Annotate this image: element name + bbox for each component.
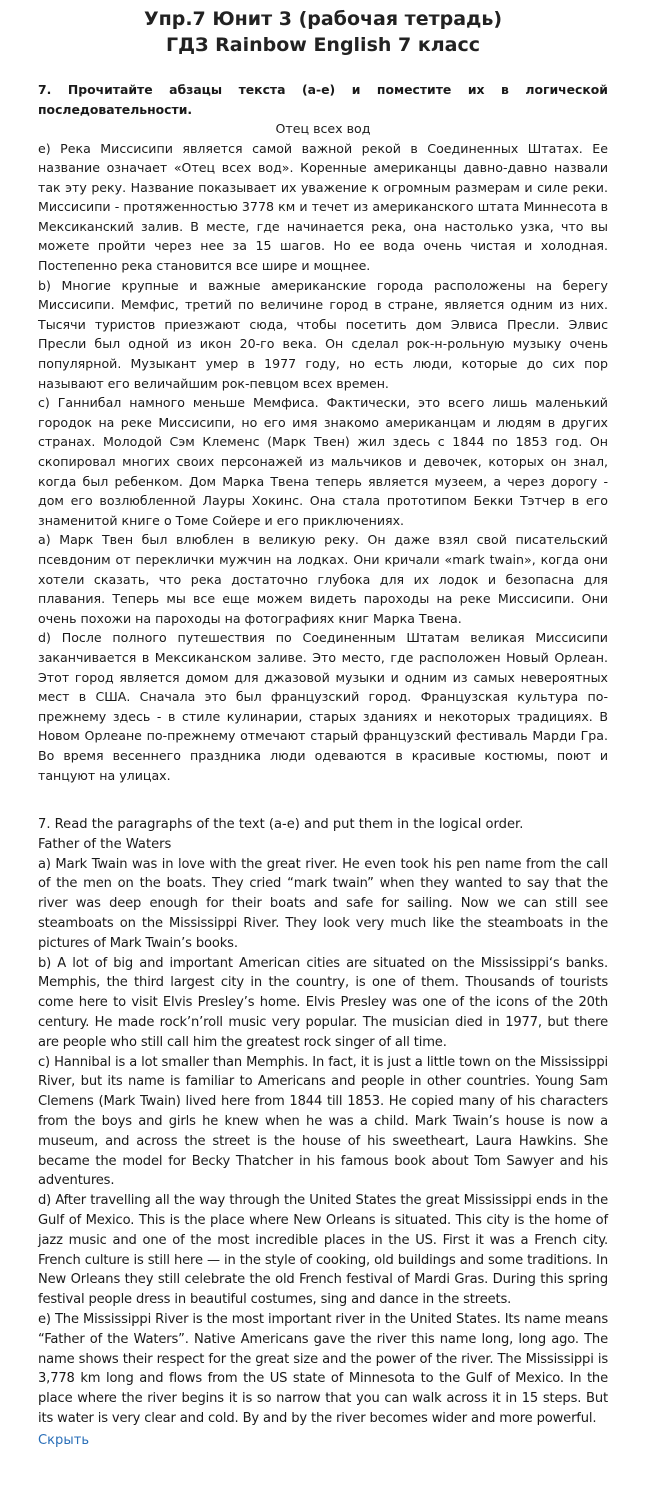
russian-text-heading: Отец всех вод: [275, 121, 371, 136]
page-header: [38, 6, 608, 58]
english-paragraph-d: d) After travelling all the way through the United States the great Mississippi ends in the Gulf of Mexico. This is the place where New Orleans is situated. This city is the home of jazz music and one of the most incredible places in the US. First it was a French city. French culture is still here — in the style of cooking, old buildings and some traditions. In New Orleans they still celebrate the old French festival of Mardi Gras. During this spring festival people dress in beautiful costumes, sing and dance in the streets.: [38, 1193, 608, 1308]
russian-paragraph-a: a) Марк Твен был влюблен в великую реку. Он даже взял свой писательский псевдоним от переклички мужчин на лодках. Они кричали «mark twain», когда они хотели сказать, что река достаточно глубока для их лодок и безопасна для плавания. Теперь мы все еще можем видеть пароходы на реке Миссисипи. Они очень похожи на пароходы на фотографиях книг Марка Твена.: [38, 532, 608, 626]
english-paragraph-a: a) Mark Twain was in love with the great river. He even took his pen name from the call of the men on the boats. They cried “mark twain” when they wanted to say that the river was deep enough for their boats and safe for sailing. Now we can still see steamboats on the Mississippi River. They look very much like the steamboats in the pictures of Mark Twain’s books.: [38, 856, 608, 951]
english-task: 7. Read the paragraphs of the text (a-e) and put them in the logical order.: [38, 817, 524, 833]
english-paragraph-e: e) The Mississippi River is the most important river in the United States. Its name means “Father of the Waters”. Native Americans gave the river this name long, long ago. The name shows their respect for the great size and the power of the river. The Mississippi is 3,778 km long and flows from the US state of Minnesota to the Gulf of Mexico. In the place where the river begins it is so narrow that you can walk across it in 15 steps. But its water is very clear and cold. By and by the river becomes wider and more powerful.: [38, 1312, 608, 1426]
russian-task: 7. Прочитайте абзацы текста (a-e) и поместите их в логической последовательности.: [38, 82, 608, 117]
russian-paragraph-c: c) Ганнибал намного меньше Мемфиса. Фактически, это всего лишь маленький городок на реке Миссисипи, но его имя знакомо американцам и людям в других странах. Молодой Сэм Клеменс (Марк Твен) жил здесь с 1844 по 1853 год. Он скопировал многих своих персонажей из мальчиков и девочек, которых он знал, когда был ребенком. Дом Марка Твена теперь является музеем, а через дорогу - дом его возлюбленной Лауры Хокинс. Она стала прототипом Бекки Тэтчер в его знаменитой книге о Томе Сойере и его приключениях.: [38, 395, 608, 528]
russian-paragraph-b: b) Многие крупные и важные американские города расположены на берегу Миссисипи. Мемфис, третий по величине город в стране, является одним из них. Тысячи туристов приезжают сюда, чтобы посетить дом Элвиса Пресли. Элвис Пресли был одной из икон 20-го века. Он сделал рок-н-рольную музыку очень популярной. Музыкант умер в 1977 году, но есть люди, которые до сих пор называют его величайшим рок-певцом всех времен.: [38, 277, 608, 391]
hide-link[interactable]: Скрыть: [38, 1432, 90, 1448]
page-title: Упр.7 Юнит 3 (рабочая тетрадь): [143, 8, 503, 30]
english-text-heading: Father of the Waters: [38, 836, 172, 852]
russian-paragraph-e: e) Река Миссисипи является самой важной рекой в Соединенных Штатах. Ее название означает «Отец всех вод». Коренные американцы давно-давно назвали так эту реку. Название показывает их уважение к огромным размерам и силе реки. Миссисипи - протяженностью 3778 км и течет из американского штата Миннесота в Мексиканский залив. В месте, где начинается река, она настолько узка, что вы можете пройти через нее за 15 шагов. Но ее вода очень чистая и холодная. Постепенно река становится все шире и мощнее.: [38, 140, 608, 274]
page-subtitle: ГДЗ Rainbow English 7 класс: [165, 34, 481, 56]
english-section: [38, 815, 608, 1429]
english-paragraph-b: b) A lot of big and important American cities are situated on the Mississippi‘s banks. Memphis, the third largest city in the country, is one of them. Thousands of tourists come here to visit Elvis Presley’s home. Elvis Presley was one of the icons of the 20th century. He made rock’n’roll music very popular. The musician died in 1977, but there are people who still call him the greatest rock singer of all time.: [38, 955, 608, 1050]
section-spacer: [38, 785, 608, 815]
russian-paragraph-d: d) После полного путешествия по Соединенным Штатам великая Миссисипи заканчивается в Мексиканском заливе. Это место, где расположен Новый Орлеан. Этот город является домом для джазовой музыки и одним из самых невероятных мест в США. Сначала это был французский город. Французская культура по-прежнему здесь - в стиле кулинарии, старых зданиях и некоторых традициях. В Новом Орлеане по-прежнему отмечают старый французский фестиваль Марди Гра. Во время весеннего праздника люди одеваются в красивые костюмы, поют и танцуют на улицах.: [38, 630, 608, 783]
english-paragraph-c: c) Hannibal is a lot smaller than Memphis. In fact, it is just a little town on the Mississippi River, but its name is familiar to Americans and people in other countries. Young Sam Clemens (Mark Twain) lived here from 1844 till 1853. He copied many of his characters from the boys and girls he knew when he was a child. Mark Twain’s house is now a museum, and across the street is the house of his sweetheart, Laura Hawkins. She became the model for Becky Thatcher in his famous book about Tom Sawyer and his adventures.: [38, 1054, 608, 1189]
russian-section: [38, 80, 608, 785]
